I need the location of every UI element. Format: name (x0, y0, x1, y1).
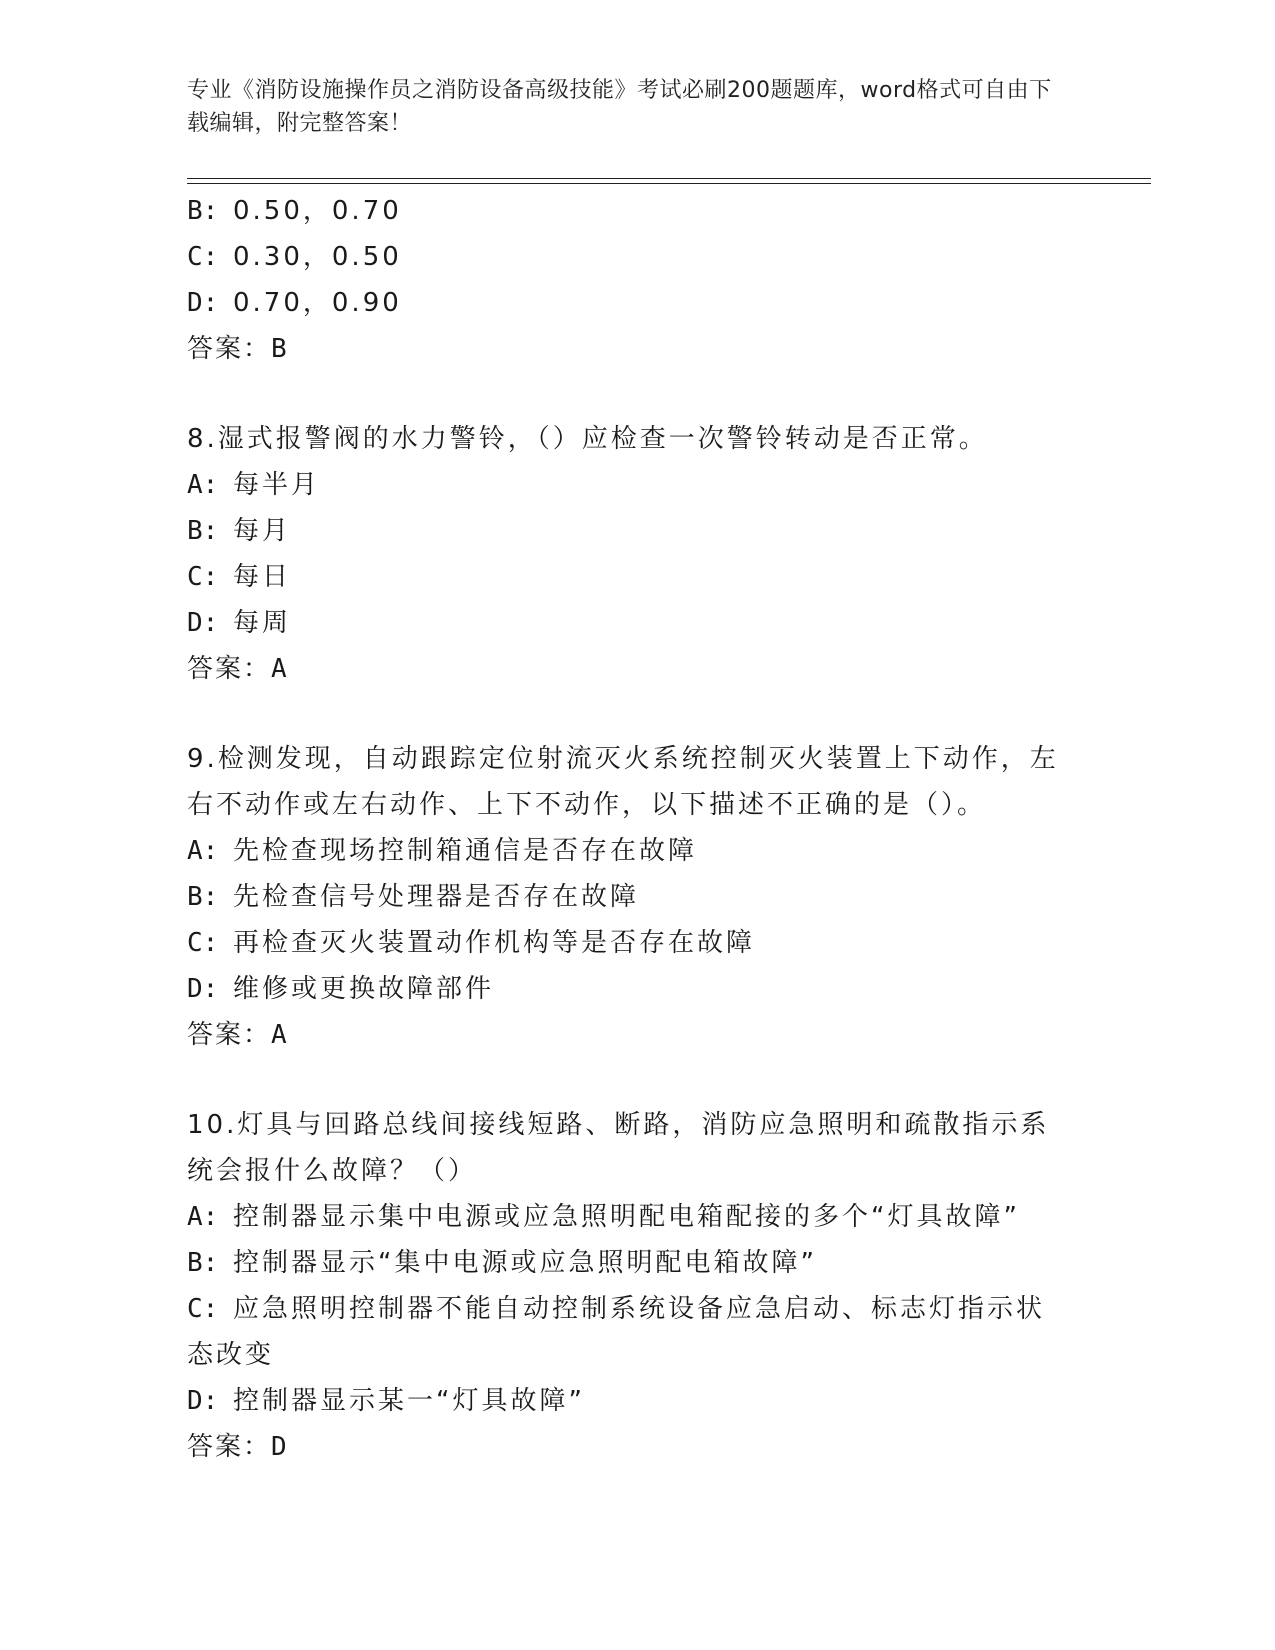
question-text: 8.湿式报警阀的水力警铃，（）应检查一次警铃转动是否正常。 (187, 424, 988, 454)
answer-label: 答案： (187, 1020, 272, 1050)
option-d (187, 600, 1087, 646)
option-a (187, 462, 1087, 508)
option-d (187, 966, 1087, 1012)
option-text: 控制器显示某一“灯具故障” (233, 1386, 585, 1416)
answer-line (187, 1012, 1087, 1058)
option-text: 每月 (233, 516, 292, 546)
option-key: B: (187, 516, 219, 546)
option-key: C: (187, 562, 219, 592)
answer-line (187, 646, 1087, 692)
option-key: B: (187, 196, 219, 226)
question-9 (187, 736, 1087, 1058)
option-key: D: (187, 974, 219, 1004)
answer-value: B (271, 334, 289, 364)
option-key: B: (187, 1248, 219, 1278)
option-b (187, 1240, 1087, 1286)
option-text: 0.70，0.90 (233, 288, 402, 318)
option-b (187, 188, 1087, 234)
option-text: 控制器显示集中电源或应急照明配电箱配接的多个“灯具故障” (233, 1202, 1020, 1232)
option-key: D: (187, 288, 219, 318)
option-text: 每周 (233, 608, 292, 638)
option-c (187, 554, 1087, 600)
option-text: 每日 (233, 562, 292, 592)
option-text: 维修或更换故障部件 (233, 974, 495, 1004)
option-key: A: (187, 1202, 219, 1232)
option-key: C: (187, 242, 219, 272)
question-text: 10.灯具与回路总线间接线短路、断路，消防应急照明和疏散指示系统会报什么故障？（） (187, 1110, 1050, 1186)
option-key: A: (187, 836, 219, 866)
answer-value: D (271, 1432, 289, 1462)
question-content (187, 188, 1087, 1470)
option-a (187, 828, 1087, 874)
answer-label: 答案： (187, 654, 272, 684)
option-text: 0.30，0.50 (233, 242, 402, 272)
question-8 (187, 416, 1087, 692)
option-text: 再检查灭火装置动作机构等是否存在故障 (233, 928, 756, 958)
option-key: A: (187, 470, 219, 500)
question-10 (187, 1102, 1087, 1470)
question-7-continuation (187, 188, 1087, 372)
option-b (187, 874, 1087, 920)
option-text: 控制器显示“集中电源或应急照明配电箱故障” (233, 1248, 817, 1278)
option-key: D: (187, 608, 219, 638)
option-c (187, 234, 1087, 280)
question-text: 9.检测发现，自动跟踪定位射流灭火系统控制灭火装置上下动作，左右不动作或左右动作、上下不动作，以下描述不正确的是（）。 (187, 744, 1059, 820)
header-divider-bottom (187, 183, 1151, 184)
option-a (187, 1194, 1087, 1240)
document-header: 专业《消防设施操作员之消防设备高级技能》考试必刷200题题库，word格式可自由下载编辑，附完整答案！ (187, 78, 1052, 136)
option-c (187, 1286, 1067, 1378)
header-divider-top (187, 178, 1151, 179)
option-text: 先检查现场控制箱通信是否存在故障 (233, 836, 698, 866)
option-d (187, 280, 1087, 326)
answer-label: 答案： (187, 1432, 272, 1462)
option-d (187, 1378, 1087, 1424)
option-c (187, 920, 1087, 966)
option-b (187, 508, 1087, 554)
option-key: B: (187, 882, 219, 912)
answer-line (187, 1424, 1087, 1470)
option-text: 每半月 (233, 470, 321, 500)
answer-label: 答案： (187, 334, 272, 364)
option-key: C: (187, 1294, 219, 1324)
option-text: 先检查信号处理器是否存在故障 (233, 882, 640, 912)
answer-line (187, 326, 1087, 372)
option-text: 0.50，0.70 (233, 196, 402, 226)
option-text: 应急照明控制器不能自动控制系统设备应急启动、标志灯指示状态改变 (187, 1294, 1046, 1370)
answer-value: A (271, 654, 289, 684)
option-key: C: (187, 928, 219, 958)
option-key: D: (187, 1386, 219, 1416)
answer-value: A (271, 1020, 289, 1050)
